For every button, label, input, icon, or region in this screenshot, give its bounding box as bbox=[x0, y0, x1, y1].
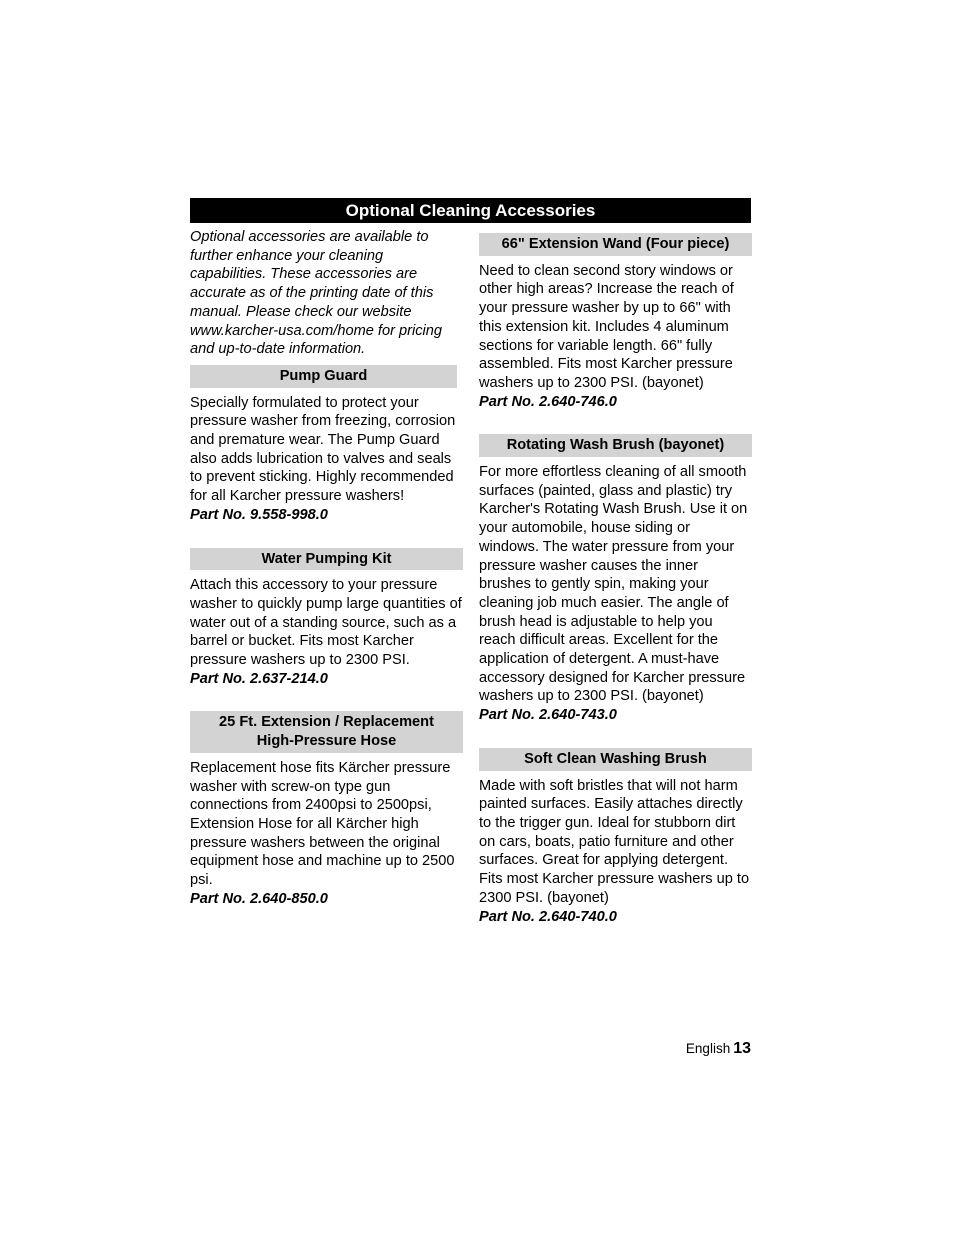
page-number: 13 bbox=[733, 1040, 751, 1057]
part-number: Part No. 2.640-746.0 bbox=[479, 393, 617, 410]
page-footer bbox=[686, 1040, 751, 1058]
part-number: Part No. 2.640-740.0 bbox=[479, 908, 617, 925]
section-heading: Soft Clean Washing Brush bbox=[479, 748, 752, 771]
section-body: Need to clean second story windows or other high areas? Increase the reach of your pressure washer by up to 66" with this extension kit. Includes 4 aluminum sections for variable length. 66" fully assembled. Fits most Karcher pressure washers up to 2300 PSI. (bayonet) bbox=[479, 262, 734, 391]
section-body: For more effortless cleaning of all smooth surfaces (painted, glass and plastic) try Karcher's Rotating Wash Brush. Use it on your automobile, house siding or windows. The water pressure from your pressure washer causes the inner brushes to gently spin, making your cleaning job much easier. The angle of brush head is adjustable to help you reach difficult areas. Excellent for the application of detergent. A must-have accessory designed for Karcher pressure washers up to 2300 PSI. (bayonet) bbox=[479, 464, 748, 705]
section-water-pumping-kit bbox=[190, 548, 463, 689]
section-heading: Pump Guard bbox=[190, 365, 457, 388]
section-body: Made with soft bristles that will not harm painted surfaces. Easily attaches directly to the trigger gun. Ideal for stubborn dirt on cars, boats, patio furniture and other surfaces. Great for applying detergent. Fits most Karcher pressure washers up to 2300 PSI. (bayonet) bbox=[479, 777, 750, 906]
right-column bbox=[479, 233, 752, 926]
part-number: Part No. 9.558-998.0 bbox=[190, 506, 328, 523]
section-heading: Water Pumping Kit bbox=[190, 548, 463, 571]
section-pump-guard bbox=[190, 365, 463, 525]
section-body: Attach this accessory to your pressure washer to quickly pump large quantities of water out of a standing source, such as a barrel or bucket. Fits most Karcher pressure washers up to 2300 PSI. bbox=[190, 577, 462, 669]
section-heading: Rotating Wash Brush (bayonet) bbox=[479, 434, 752, 457]
section-body: Replacement hose fits Kärcher pressure washer with screw-on type gun connections from 2400psi to 2500psi, Extension Hose for all Kärcher high pressure washers between the original equipment hose and machine up to 2500 psi. bbox=[190, 759, 455, 889]
section-extension-wand bbox=[479, 233, 752, 411]
section-extension-hose bbox=[190, 711, 463, 908]
section-soft-clean-brush bbox=[479, 748, 752, 926]
section-heading: 66" Extension Wand (Four piece) bbox=[479, 233, 752, 256]
part-number: Part No. 2.640-743.0 bbox=[479, 707, 617, 724]
section-rotating-wash-brush bbox=[479, 434, 752, 725]
page-title: Optional Cleaning Accessories bbox=[190, 198, 751, 223]
footer-language: English bbox=[685, 1041, 731, 1056]
section-heading: 25 Ft. Extension / Replacement High-Pressure Hose bbox=[190, 711, 463, 752]
left-column bbox=[190, 228, 463, 909]
part-number: Part No. 2.640-850.0 bbox=[190, 890, 328, 907]
part-number: Part No. 2.637-214.0 bbox=[190, 670, 328, 687]
section-body: Specially formulated to protect your pressure washer from freezing, corrosion and premature wear. The Pump Guard also adds lubrication to valves and seals to prevent sticking. Highly recommended for all Karcher pressure washers! bbox=[190, 394, 456, 505]
intro-text: Optional accessories are available to further enhance your cleaning capabilities. These accessories are accurate as of the printing date of this manual. Please check our website www.karcher-usa.com/home for pricing and up-to-date information. bbox=[190, 229, 442, 358]
